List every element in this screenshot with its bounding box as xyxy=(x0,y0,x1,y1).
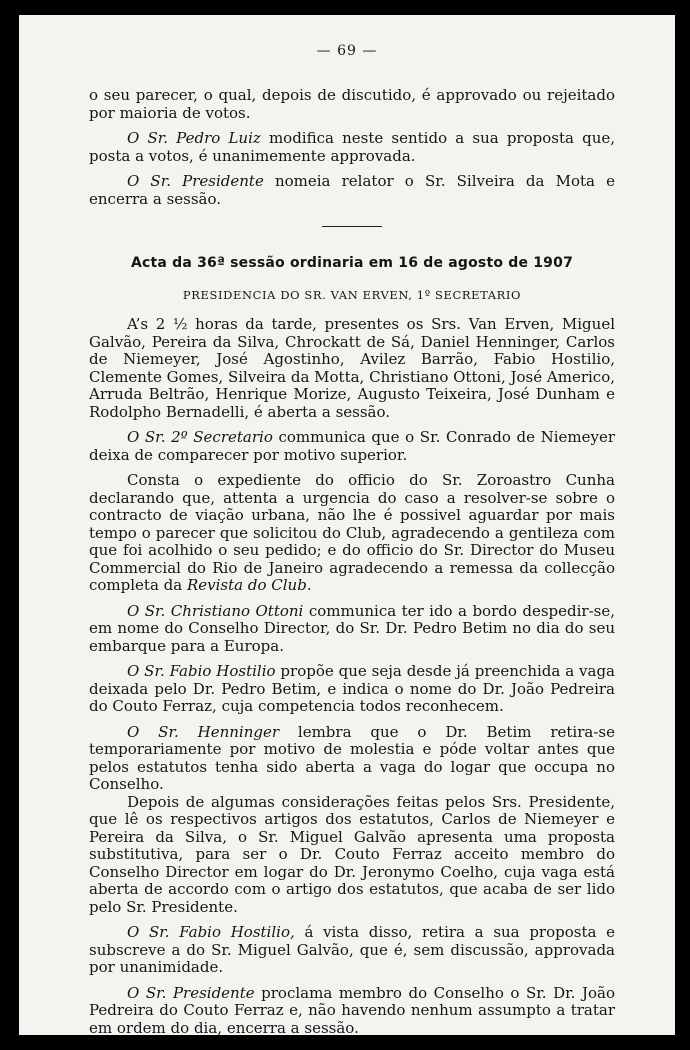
paragraph-henninger xyxy=(89,724,615,794)
speaker-name: O Sr. Fabio Hostilio, xyxy=(127,923,295,941)
document-body xyxy=(89,87,615,1035)
paragraph-fabio-hostilio-withdraw xyxy=(89,924,615,977)
publication-title: Revista do Club xyxy=(186,576,307,594)
paragraph-text: á vista disso, retira a sua proposta e subscreve a do Sr. Miguel Galvão, que é, sem discussão, approvada por unanimidade. xyxy=(89,923,615,976)
paragraph-pedro-luiz xyxy=(89,130,615,165)
speaker-name: O Sr. Henninger xyxy=(127,722,280,741)
presidency-line: PRESIDENCIA DO SR. VAN ERVEN, 1º SECRETARIO xyxy=(182,287,522,302)
paragraph-secretario xyxy=(89,429,615,464)
speaker-name: O Sr. Presidente xyxy=(127,172,264,190)
paragraph-text: communica que o Sr. Conrado de Niemeyer deixa de comparecer por motivo superior. xyxy=(89,428,615,464)
paragraph-text: . xyxy=(306,576,312,594)
paragraph-fabio-hostilio-proposal xyxy=(89,663,615,716)
paragraph-expediente xyxy=(89,472,615,595)
paragraph-presidente-relator xyxy=(89,173,615,208)
page-number: — 69 — xyxy=(316,43,378,59)
paragraph-text: modifica neste sentido a sua proposta que, posta a votos, é unanimemente approvada. xyxy=(89,129,616,165)
speaker-name: O Sr. Pedro Luiz xyxy=(127,129,261,147)
paragraph-text: nomeia relator o Sr. Silveira da Mota e encerra a sessão. xyxy=(89,172,615,208)
paragraph-text: proclama membro do Conselho o Sr. Dr. João Pedreira do Couto Ferraz e, não havendo nenhum assumpto a tratar em ordem do dia, encerra a sessão. xyxy=(89,983,615,1035)
paragraph-continuation: o seu parecer, o qual, depois de discutido, é approvado ou rejeitado por maioria de votos. xyxy=(89,86,615,122)
paragraph-text: propõe que seja desde já preenchida a vaga deixada pelo Dr. Pedro Betim, e indica o nome do Dr. João Pedreira do Couto Ferraz, cuja competencia todos reconhecem. xyxy=(89,662,615,715)
speaker-name: O Sr. Fabio Hostilio xyxy=(127,662,276,680)
speaker-name: O Sr. 2º Secretario xyxy=(127,428,273,446)
paragraph-presidente-closing xyxy=(89,985,615,1036)
paragraph-text: communica ter ido a bordo despedir-se, em nome do Conselho Director, do Sr. Dr. Pedro Betim no dia do seu embarque para a Europa. xyxy=(89,601,615,655)
speaker-name: O Sr. Christiano Ottoni xyxy=(127,601,304,620)
minutes-title: Acta da 36ª sessão ordinaria em 16 de agosto de 1907 xyxy=(130,255,574,271)
paragraph-text: Consta o expediente do officio do Sr. Zoroastro Cunha declarando que, attenta a urgencia do caso a resolver-se sobre o contracto de viação urbana, não lhe é possivel aguardar por mais tempo o parecer que solicitou do Club, agradecendo a gentileza com que foi acolhido o seu pedido; e do officio do Sr. Director do Museu Commercial do Rio de Janeiro agradecendo a remessa da collecção completa da xyxy=(89,471,615,594)
paragraph-christiano-ottoni xyxy=(89,603,615,656)
speaker-name: O Sr. Presidente xyxy=(127,983,255,1002)
paragraph-discussion: Depois de algumas considerações feitas pelos Srs. Presidente, que lê os respectivos artigos dos estatutos, Carlos de Niemeyer e Pereira da Silva, o Sr. Miguel Galvão apresenta uma proposta substitutiva, para ser o Dr. Couto Ferraz acceito membro do Conselho Director em logar do Dr. Jeronymo Coelho, cuja vaga está aberta de accordo com o artigo dos estatutos, que acaba de ser lido pelo Sr. Presidente. xyxy=(89,792,615,916)
paragraph-attendance: A’s 2 ½ horas da tarde, presentes os Srs. Van Erven, Miguel Galvão, Pereira da Silva, Chrockatt de Sá, Daniel Henninger, Carlos de Niemeyer, José Agostinho, Avilez Barrão, Fabio Hostilio, Clemente Gomes, Silveira da Motta, Christiano Ottoni, José Americo, Arruda Beltrão, Henrique Morize, Augusto Teixeira, José Dunham e Rodolpho Bernadelli, é aberta a sessão. xyxy=(89,315,615,421)
paragraph-text: lembra que o Dr. Betim retira-se temporariamente por motivo de molestia e póde voltar antes que pelos estatutos tenha sido aberta a vaga do logar que occupa no Conselho. xyxy=(89,722,615,793)
section-separator xyxy=(322,226,382,227)
paper-sheet xyxy=(19,15,675,1035)
